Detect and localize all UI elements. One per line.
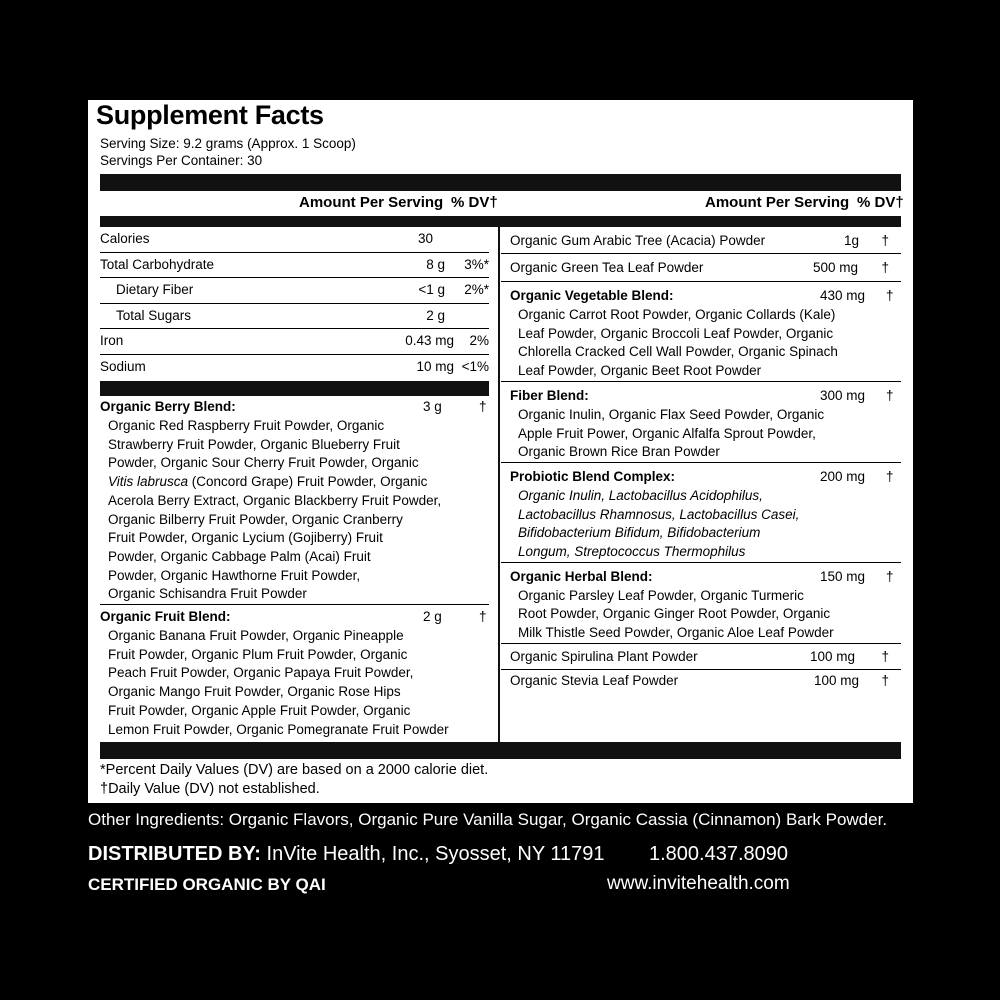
distributed-by-label: DISTRIBUTED BY: bbox=[88, 843, 261, 865]
column-divider bbox=[498, 227, 500, 742]
fruit-blend-ingredients: Organic Banana Fruit Powder, Organic Pineapple Fruit Powder, Organic Plum Fruit Powder, Organic Peach Fruit Powder, Organic Papaya Fruit Powder, Organic Mango Fruit Powder, Organic Rose Hips Fruit Powder, Organic Apple Fruit Powder, Organic Lemon Fruit Powder, Organic Pomegranate Fruit Powder bbox=[108, 628, 449, 737]
servings-per-container: Servings Per Container: 30 bbox=[100, 153, 263, 168]
thick-bar-top bbox=[100, 174, 901, 191]
right-column bbox=[501, 227, 901, 692]
website: www.invitehealth.com bbox=[607, 873, 790, 894]
berry-blend: Organic Berry Blend: 3 g † Organic Red Raspberry Fruit Powder, Organic Strawberry Fruit Powder, Organic Blueberry Fruit Powder, Organic Sour Cherry Fruit Powder, Organic Vitis labrusca (Concord Grape) Fruit Powder, Organic Acerola Berry Extract, Organic Blackberry Fruit Powder, Organic Bilberry Fruit Powder, Organic Cranberry Fruit Powder, Organic Lycium (Gojiberry) Fruit Powder, Organic Cabbage Palm (Acai) Fruit Powder, Organic Hawthorne Fruit Powder, Organic Schisandra Fruit Powder bbox=[100, 396, 489, 605]
supplement-facts-panel bbox=[88, 100, 913, 803]
header-amount-left: Amount Per Serving bbox=[299, 194, 444, 211]
phone-number: 1.800.437.8090 bbox=[649, 843, 789, 865]
ingredient-row-stevia: Organic Stevia Leaf Powder 100 mg † bbox=[510, 672, 889, 688]
ingredient-row-gum-arabic: Organic Gum Arabic Tree (Acacia) Powder 1g † bbox=[501, 227, 901, 254]
berry-blend-ingredients: Organic Red Raspberry Fruit Powder, Organic Strawberry Fruit Powder, Organic Blueberry Fruit Powder, Organic Sour Cherry Fruit Powder, Organic Vitis labrusca (Concord Grape) Fruit Powder, Organic Acerola Berry Extract, Organic Blackberry Fruit Powder, Organic Bilberry Fruit Powder, Organic Cranberry Fruit Powder, Organic Lycium (Gojiberry) Fruit Powder, Organic Cabbage Palm (Acai) Fruit Powder, Organic Hawthorne Fruit Powder, Organic Schisandra Fruit Powder bbox=[108, 418, 442, 602]
ingredient-row-green-tea: Organic Green Tea Leaf Powder 500 mg † bbox=[501, 254, 901, 282]
serving-size: Serving Size: 9.2 grams (Approx. 1 Scoop) bbox=[100, 136, 356, 151]
ingredient-row-spirulina: Organic Spirulina Plant Powder 100 mg † bbox=[501, 644, 901, 670]
nutrient-row-total-carbohydrate: Total Carbohydrate 8 g 3%* bbox=[100, 253, 489, 279]
herbal-blend-ingredients: Organic Parsley Leaf Powder, Organic Turmeric Root Powder, Organic Ginger Root Powder, Organic Milk Thistle Seed Powder, Organic Aloe Leaf Powder bbox=[518, 587, 834, 641]
nutrient-row-sodium: Sodium 10 mg <1% bbox=[100, 358, 489, 374]
herbal-blend: Organic Herbal Blend: 150 mg † Organic Parsley Leaf Powder, Organic Turmeric Root Powder, Organic Ginger Root Powder, Organic Milk Thistle Seed Powder, Organic Aloe Leaf Powder bbox=[501, 563, 901, 644]
header-amount-right: Amount Per Serving bbox=[705, 194, 850, 211]
footnote-dagger: †Daily Value (DV) not established. bbox=[100, 781, 320, 797]
thick-bar-bottom bbox=[100, 742, 901, 759]
distributor-line bbox=[88, 843, 605, 866]
certified-organic: CERTIFIED ORGANIC BY QAI bbox=[88, 875, 326, 894]
nutrient-row-dietary-fiber: Dietary Fiber <1 g 2%* bbox=[100, 278, 489, 304]
fruit-blend: Organic Fruit Blend: 2 g † Organic Banana Fruit Powder, Organic Pineapple Fruit Powder, Organic Plum Fruit Powder, Organic Peach Fruit Powder, Organic Papaya Fruit Powder, Organic Mango Fruit Powder, Organic Rose Hips Fruit Powder, Organic Apple Fruit Powder, Organic Lemon Fruit Powder, Organic Pomegranate Fruit Powder bbox=[100, 605, 489, 739]
header-dv-left: % DV† bbox=[451, 194, 498, 211]
thick-bar-blends bbox=[100, 381, 489, 396]
nutrient-row-total-sugars: Total Sugars 2 g bbox=[100, 304, 489, 330]
left-column bbox=[100, 227, 489, 739]
probiotic-blend-ingredients: Organic Inulin, Lactobacillus Acidophilus, Lactobacillus Rhamnosus, Lactobacillus Casei, Bifidobacterium Bifidum, Bifidobacterium Longum, Streptococcus Thermophilus bbox=[518, 487, 800, 560]
fiber-blend-ingredients: Organic Inulin, Organic Flax Seed Powder, Organic Apple Fruit Power, Organic Alfalfa Sprout Powder, Organic Brown Rice Bran Powder bbox=[518, 406, 825, 460]
footnote-percent-dv: *Percent Daily Values (DV) are based on a 2000 calorie diet. bbox=[100, 762, 489, 778]
vegetable-blend-ingredients: Organic Carrot Root Powder, Organic Collards (Kale) Leaf Powder, Organic Broccoli Leaf Powder, Organic Chlorella Cracked Cell Wall Powder, Organic Spinach Leaf Powder, Organic Beet Root Powder bbox=[518, 307, 838, 379]
nutrient-row-calories: Calories 30 bbox=[100, 227, 489, 253]
header-dv-right: % DV† bbox=[857, 194, 904, 211]
probiotic-blend: Probiotic Blend Complex: 200 mg † Organic Inulin, Lactobacillus Acidophilus, Lactobacillus Rhamnosus, Lactobacillus Casei, Bifidobacterium Bifidum, Bifidobacterium Longum, Streptococcus Thermophilus bbox=[501, 463, 901, 563]
thick-bar-header bbox=[100, 216, 901, 227]
other-ingredients: Other Ingredients: Organic Flavors, Organic Pure Vanilla Sugar, Organic Cassia (Cinnamon) Bark Powder. bbox=[88, 810, 888, 829]
panel-title: Supplement Facts bbox=[96, 100, 324, 130]
fiber-blend: Fiber Blend: 300 mg † Organic Inulin, Organic Flax Seed Powder, Organic Apple Fruit Power, Organic Alfalfa Sprout Powder, Organic Brown Rice Bran Powder bbox=[501, 382, 901, 463]
nutrient-row-iron: Iron 0.43 mg 2% bbox=[100, 329, 489, 355]
distributor-name: InVite Health, Inc., Syosset, NY 11791 bbox=[260, 843, 605, 865]
vegetable-blend: Organic Vegetable Blend: 430 mg † Organic Carrot Root Powder, Organic Collards (Kale) Leaf Powder, Organic Broccoli Leaf Powder, Organic Chlorella Cracked Cell Wall Powder, Organic Spinach Leaf Powder, Organic Beet Root Powder bbox=[501, 282, 901, 382]
